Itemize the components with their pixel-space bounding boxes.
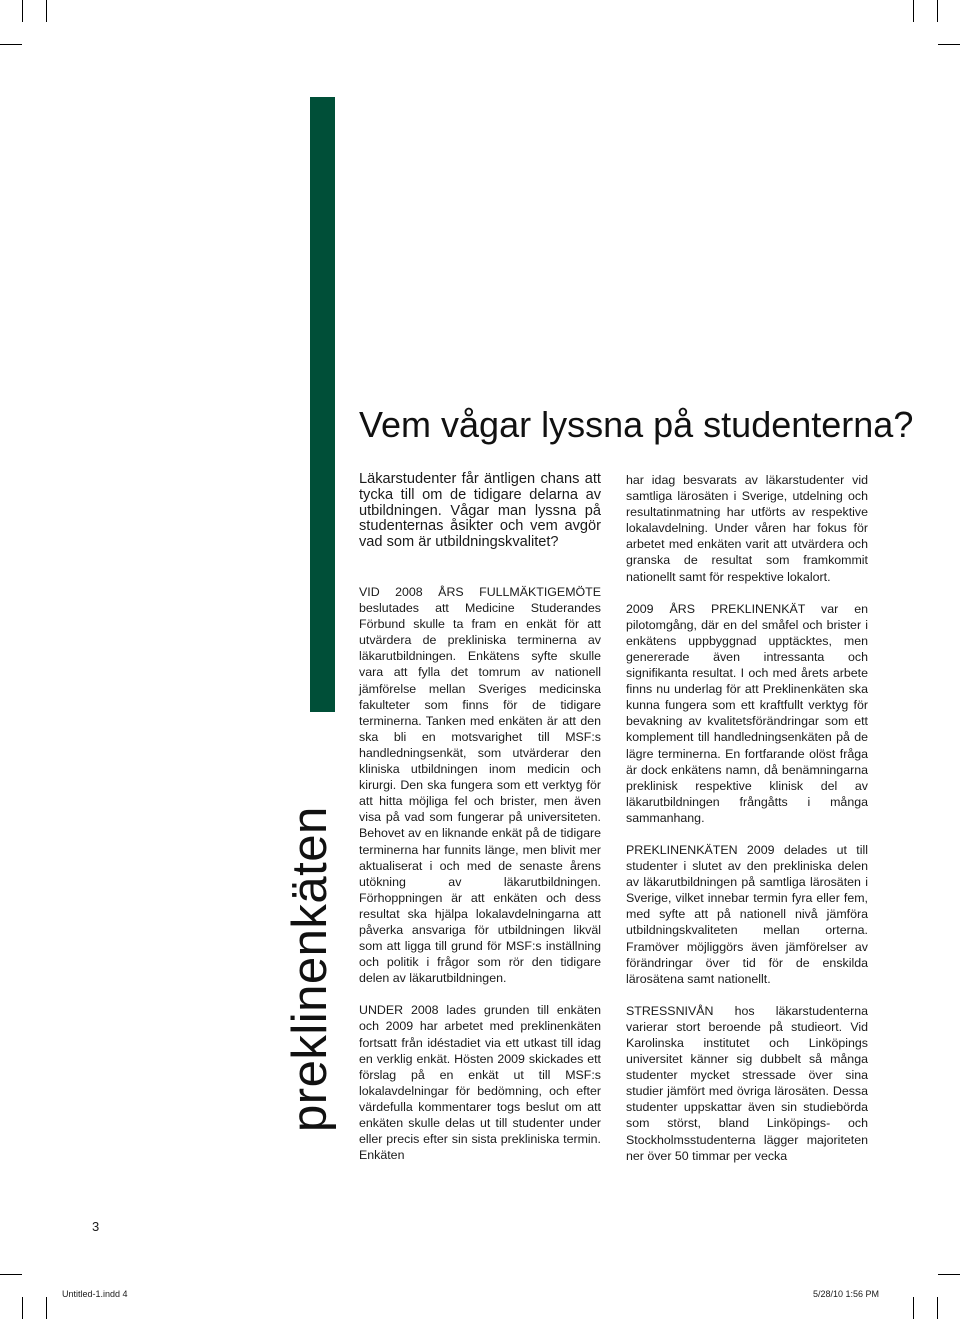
- section-label: preklinenkäten: [283, 806, 337, 1132]
- crop-mark: [46, 0, 47, 22]
- crop-mark: [937, 1297, 938, 1319]
- body-paragraph: har idag besvarats av läkarstudenter vid samtliga lärosäten i Sverige, utdelning och resultatinmatning har utförts av respektive lokalavdelning. Under våren har fokus för arbetet med enkäten varit att utvärdera och granska de resultat som framkommit nationellt samt för respektive lokalort.: [626, 473, 868, 584]
- body-paragraph: VID 2008 ÅRS FULLMÄKTIGEMÖTE beslutades att Medicine Studerandes Förbund skulle ta fram en enkät för att utvärdera de prekliniska terminerna av läkarutbildningen. Enkätens syfte skulle vara att fylla det tomrum av nationell jämförelse mellan Sveriges medicinska fakulteter som finns för de tidigare terminerna. Tanken med enkäten är att den ska bli en motsvarighet till MSF:s handledningsenkät, som utvärderar den kliniska utbildningen inom medicin och kirurgi. Den ska fungera som ett verktyg för att hitta möjliga fel och brister, men även visa på vad som fungerar på universiteten. Behovet av en liknande enkät på de tidigare terminerna har funnits länge, men blivit mer aktualiserat i och med de senaste årens utökning av läkarutbildningen. Förhoppningen är att enkäten och dess resultat ska hjälpa lokalavdelningarna att påverka ansvariga för utbildningen likväl som att ligga till grund för MSF:s inställning och politik i frågor som rör den tidigare delen av läkarutbildningen.: [359, 585, 601, 986]
- crop-mark: [913, 1297, 914, 1319]
- article-lead: [359, 472, 601, 587]
- crop-mark: [0, 44, 22, 45]
- crop-mark: [22, 1297, 23, 1319]
- body-paragraph: STRESSNIVÅN hos läkarstudenterna varierar stort beroende på studieort. Vid Karolinska institutet och Linköpings universitet känner sig dubbelt så många studenter mycket stressade över sina studier jämfört med övriga lärosäten. Dessa studenter uppskattar även sin studiebörda som störst, bland Linköpings- och Stockholmsstudenterna lägger majoriteten ner över 50 timmar per vecka: [626, 1003, 868, 1163]
- lead-paragraph: Läkarstudenter får äntligen chans att tycka till om de tidigare delarna av utbildningen. Vågar man lyssna på studenternas åsikter och vem avgör vad som är utbildningskvalitet?: [359, 471, 601, 551]
- article-title: Vem vågar lyssna på studenterna?: [359, 404, 914, 445]
- body-paragraph: 2009 ÅRS PREKLINENKÄT var en pilotomgång, där en del småfel och brister i enkätens uppbyggnad upptäcktes, men genererade även intressanta och signifikanta resultat. I och med årets arbete finns nu underlag för att Preklinenkäten ska kunna fungera som ett kraftfullt verktyg för bevakning av kvalitetsförändringar som ett komplement till handledningsenkäten på de lägre terminerna. En fortfarande olöst fråga är dock enkätens namn, då benämningarna preklinisk respektive klinisk del av läkarutbildningen frångåtts i många sammanhang.: [626, 601, 868, 825]
- crop-mark: [0, 1274, 22, 1275]
- crop-mark: [938, 1274, 960, 1275]
- crop-mark: [913, 0, 914, 22]
- page-number: 3: [92, 1219, 100, 1234]
- crop-mark: [46, 1297, 47, 1319]
- slug-filename: Untitled-1.indd 4: [62, 1289, 128, 1299]
- body-paragraph: UNDER 2008 lades grunden till enkäten och 2009 har arbetet med preklinenkäten fortsatt från idéstadiet via ett utkast till idag en verklig enkät. Hösten 2009 skickades ett förslag på en enkät ut till MSF:s lokalavdelningar för bedömning, och efter värdefulla kommentarer togs beslut om att enkäten skulle delas ut till studenter under eller precis efter sin sista prekliniska termin. Enkäten: [359, 1003, 601, 1163]
- body-paragraph: PREKLINENKÄTEN 2009 delades ut till studenter i slutet av den prekliniska delen av läkarutbildningen på samtliga lärosäten i Sverige, vilket innebar termin fyra eller fem, med syfte att på nationell nivå jämföra utbildningskvaliteten mellan orterna. Framöver möjliggörs även jämförelser av förändringar över tid för de enskilda lärosätena samt nationellt.: [626, 842, 868, 986]
- crop-mark: [22, 0, 23, 22]
- slug-date: 5/28/10 1:56 PM: [813, 1289, 880, 1299]
- crop-mark: [937, 0, 938, 22]
- text-column-2: [626, 472, 868, 1180]
- accent-bar: [310, 97, 335, 712]
- crop-mark: [938, 44, 960, 45]
- text-column-1: [359, 584, 601, 1179]
